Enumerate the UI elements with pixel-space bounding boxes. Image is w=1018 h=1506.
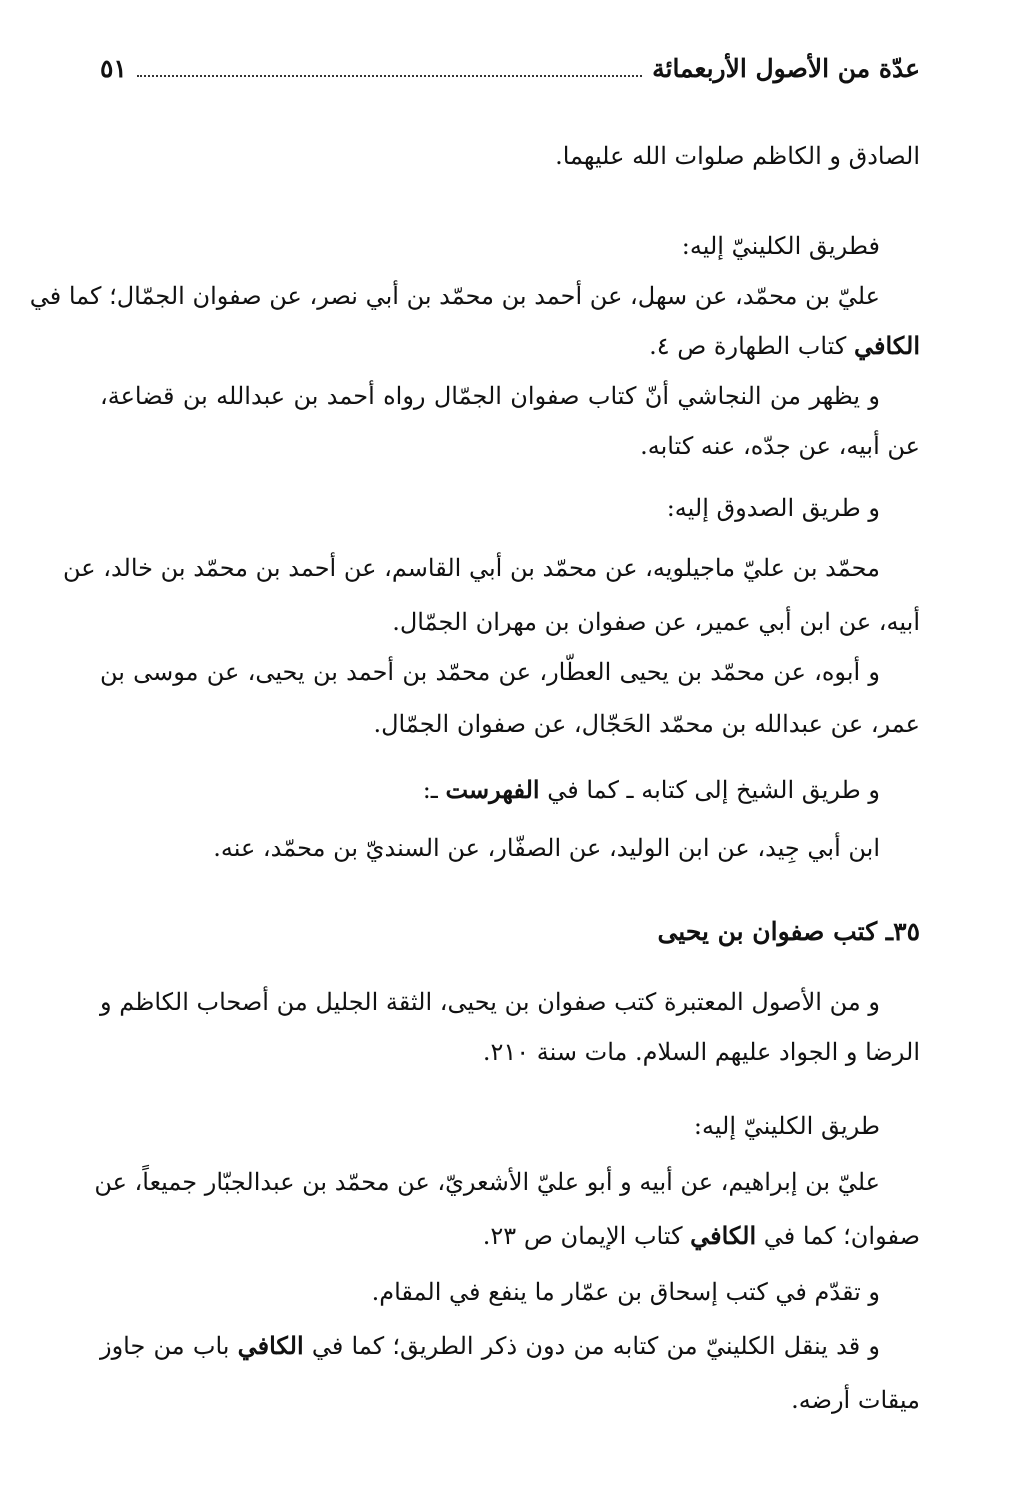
text-line: الكافي كتاب الطهارة ص ٤. bbox=[649, 331, 920, 360]
text-line: عليّ بن إبراهيم، عن أبيه و أبو عليّ الأشعريّ، عن محمّد بن عبدالجبّار جميعاً، عن bbox=[94, 1168, 880, 1196]
text-line: ابن أبي جِيد، عن ابن الوليد، عن الصفّار، عن السنديّ بن محمّد، عنه. bbox=[213, 834, 880, 862]
text-line: صفوان؛ كما في الكافي كتاب الإيمان ص ٢٣. bbox=[482, 1221, 920, 1250]
text-line: عليّ بن محمّد، عن سهل، عن أحمد بن محمّد بن أبي نصر، عن صفوان الجمّال؛ كما في bbox=[29, 282, 880, 310]
text-line: الصادق و الكاظم صلوات الله عليهما. bbox=[555, 142, 920, 170]
page bbox=[29, 40, 920, 1480]
text-line: عمر، عن عبدالله بن محمّد الحَجّال، عن صفوان الجمّال. bbox=[373, 710, 920, 738]
header-title: عدّة من الأصول الأربعمائة bbox=[652, 54, 920, 83]
text-line: فطريق الكلينيّ إليه: bbox=[681, 232, 880, 260]
text-line: و تقدّم في كتب إسحاق بن عمّار ما ينفع في المقام. bbox=[371, 1278, 880, 1306]
section-heading: ٣٥ـ كتب صفوان بن يحيى bbox=[657, 917, 920, 946]
text-line: و أبوه، عن محمّد بن يحيى العطّار، عن محمّد بن أحمد بن يحيى، عن موسى بن bbox=[100, 658, 880, 686]
text-line: و طريق الشيخ إلى كتابه ـ كما في الفهرست ـ: bbox=[422, 775, 880, 804]
text-line: طريق الكلينيّ إليه: bbox=[693, 1112, 880, 1140]
text-line: محمّد بن عليّ ماجيلويه، عن محمّد بن أبي القاسم، عن أحمد بن محمّد بن خالد، عن bbox=[62, 554, 880, 582]
text-line: و يظهر من النجاشي أنّ كتاب صفوان الجمّال رواه أحمد بن عبدالله بن قضاعة، bbox=[100, 382, 880, 410]
running-header bbox=[100, 54, 920, 94]
text-line: و طريق الصدوق إليه: bbox=[666, 494, 880, 522]
text-line: عن أبيه، عن جدّه، عنه كتابه. bbox=[640, 432, 920, 460]
header-leader-dots bbox=[137, 57, 642, 77]
text-line: أبيه، عن ابن أبي عمير، عن صفوان بن مهران الجمّال. bbox=[392, 608, 920, 636]
text-line: الرضا و الجواد عليهم السلام. مات سنة ٢١٠. bbox=[482, 1038, 920, 1066]
text-line: ميقات أرضه. bbox=[791, 1386, 920, 1414]
page-number: ٥١ bbox=[100, 54, 127, 83]
text-line: و قد ينقل الكلينيّ من كتابه من دون ذكر الطريق؛ كما في الكافي باب من جاوز bbox=[100, 1331, 880, 1360]
text-line: و من الأصول المعتبرة كتب صفوان بن يحيى، الثقة الجليل من أصحاب الكاظم و bbox=[100, 988, 880, 1016]
